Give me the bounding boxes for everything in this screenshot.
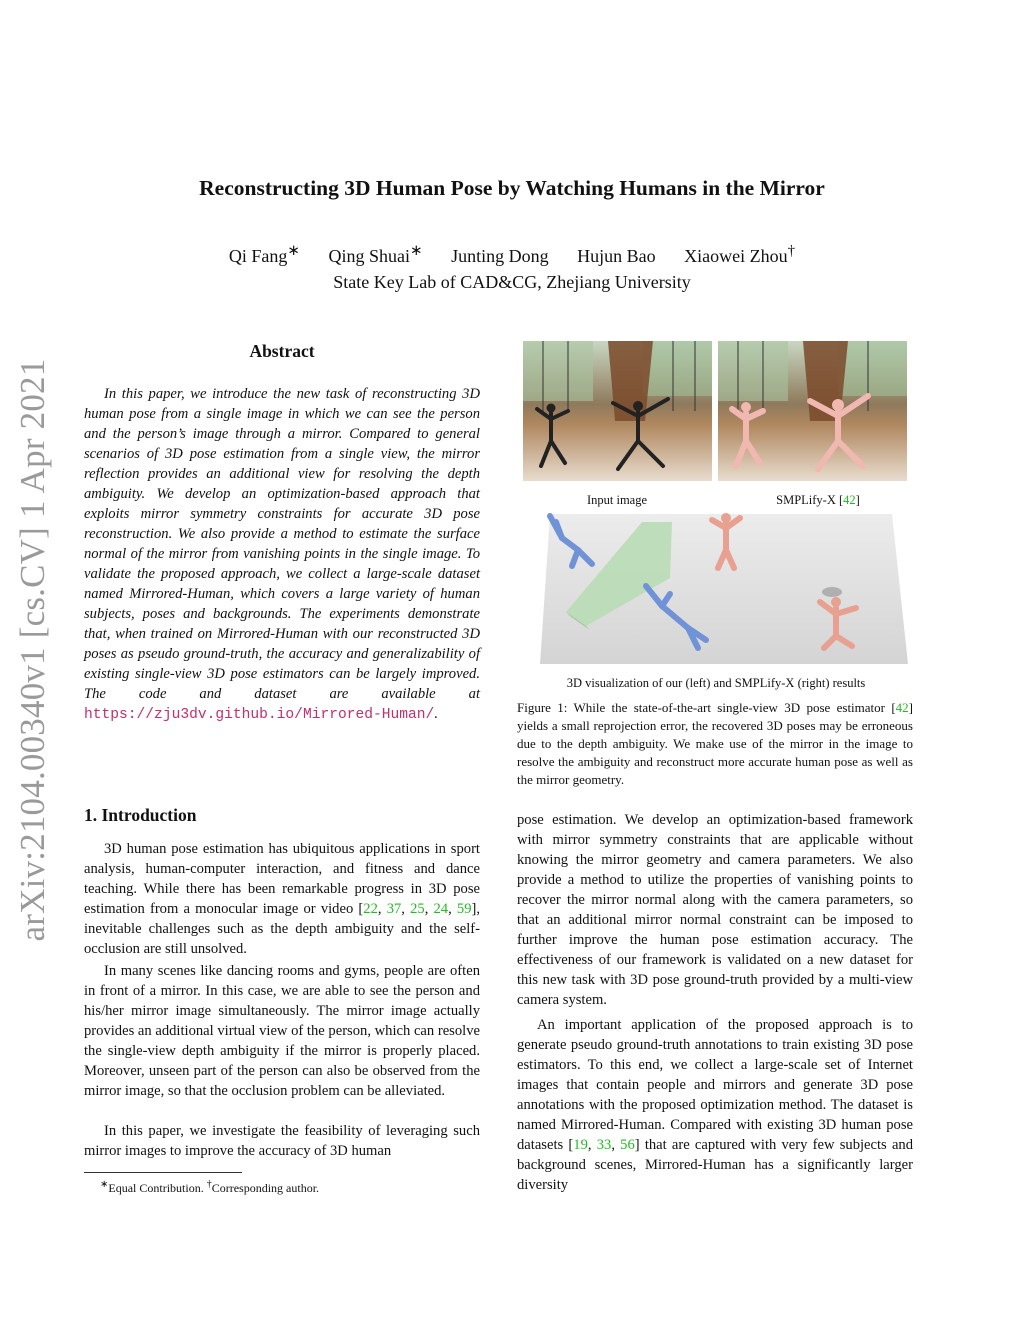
smplify-result-photo	[718, 341, 907, 481]
intro-paragraph-4: pose estimation. We develop an optimization-based framework with mirror symmetry constraints that are applicable without knowing the mirror geometry and camera parameters. We also provide a method to utilize the properties of vanishing points to recover the mirror normal along with the camera parameters, so that an additional mirror normal constraint can be imposed to further improve the human pose estimation accuracy. The effectiveness of our framework is validated on a new dataset for this new task with 3D pose ground-truth provided by a multi-view camera system.	[517, 812, 913, 1008]
footnote-rule	[84, 1172, 242, 1173]
intro-paragraph-5: An important application of the proposed approach is to generate pseudo ground-truth annotations to train existing 3D pose estimators. To this end, we collect a large-scale set of Internet images that contain people and mirrors and generate 3D pose annotations with the proposed optimization method. The dataset is named Mirrored-Human. Compared with existing 3D human pose datasets [19, 33, 56] that are captured with very few subjects and background scenes, Mirrored-Human has a significantly larger diversity	[517, 1017, 914, 1193]
abstract-heading: Abstract	[249, 341, 315, 361]
author-list	[0, 241, 1024, 267]
label-smplify: SMPLify-X [42]	[776, 493, 860, 507]
intro-paragraph-1: 3D human pose estimation has ubiquitous applications in sport analysis, human-computer interaction, and fitness and dance teaching. While there has been remarkable progress in 3D pose estimation from a monocular image or video [22, 37, 25, 24, 59], inevitable challenges such as the depth ambiguity and the self-occlusion are still unsolved.	[84, 841, 481, 957]
3d-visualization	[520, 510, 912, 668]
input-image-photo	[523, 341, 712, 481]
abstract-body: In this paper, we introduce the new task of reconstructing 3D human pose from a single image in which we can see the person and the person’s image through a mirror. Compared to general scenarios of 3D pose estimation from a single view, the mirror reflection provides an additional view for resolving the depth ambiguity. We develop an optimization-based approach that exploits mirror symmetry constraints for accurate 3D pose reconstruction. We also provide a method to estimate the surface normal of the mirror from vanishing points in the single image. To validate the proposed approach, we collect a large-scale dataset named Mirrored-Human, which covers a large variety of human subjects, poses and backgrounds. The experiments demonstrate that, when trained on Mirrored-Human with our reconstructed 3D poses as pseudo ground-truth, the accuracy and generalizability of existing single-view 3D pose estimators can be largely improved. The code and dataset are available at https://zju3dv.github.io/Mirrored-Human/.	[84, 386, 480, 723]
paper-title: Reconstructing 3D Human Pose by Watching Humans in the Mirror	[199, 176, 825, 200]
author: Hujun Bao	[577, 246, 656, 266]
citation-link[interactable]: 24	[433, 901, 449, 917]
citation-link[interactable]: 33	[596, 1137, 612, 1153]
citation-link[interactable]: 22	[363, 901, 378, 917]
intro-paragraph-3: In this paper, we investigate the feasibility of leveraging such mirror images to improve the accuracy of 3D human	[84, 1123, 480, 1159]
label-3d-visualization: 3D visualization of our (left) and SMPLify-X (right) results	[566, 676, 866, 690]
arxiv-id: arXiv:2104.00340v1 [cs.CV] 1 Apr 2021	[13, 358, 52, 942]
label-input-image: Input image	[586, 493, 648, 507]
author: Xiaowei Zhou†	[684, 243, 796, 266]
citation-link[interactable]: 59	[456, 901, 472, 917]
author: Qi Fang∗	[228, 243, 300, 266]
dataset-url-link[interactable]: https://zju3dv.github.io/Mirrored-Human/	[84, 707, 435, 723]
citation-link[interactable]: 42	[843, 493, 856, 507]
footnote: ∗Equal Contribution. †Corresponding author.	[100, 1179, 320, 1195]
citation-link[interactable]: 56	[620, 1137, 635, 1153]
author: Qing Shuai∗	[328, 243, 423, 266]
intro-paragraph-2: In many scenes like dancing rooms and gyms, people are often in front of a mirror. In this case, we are able to see the person and his/her mirror image simultaneously. The mirror image actually provides an additional virtual view of the person, which can resolve the single-view depth ambiguity if the mirror is properly placed. Moreover, unseen part of the person can also be observed from the mirror image, so that the occlusion problem can be alleviated.	[84, 963, 480, 1099]
affiliation: State Key Lab of CAD&CG, Zhejiang University	[333, 272, 691, 292]
arxiv-sidebar-stamp	[8, 358, 58, 942]
citation-link[interactable]: 19	[573, 1137, 588, 1153]
citation-link[interactable]: 42	[895, 700, 909, 715]
author: Junting Dong	[451, 246, 549, 266]
citation-link[interactable]: 37	[386, 901, 402, 917]
figure-1	[520, 340, 912, 690]
figure-1-caption: Figure 1: While the state-of-the-art single-view 3D pose estimator [42] yields a small reprojection error, the recovered 3D poses may be erroneous due to the depth ambiguity. We make use of the mirror in the image to resolve the ambiguity and reconstruct more accurate human pose as well as the mirror geometry.	[517, 700, 913, 787]
citation-link[interactable]: 25	[410, 901, 425, 917]
section-heading-introduction: 1. Introduction	[84, 805, 197, 825]
